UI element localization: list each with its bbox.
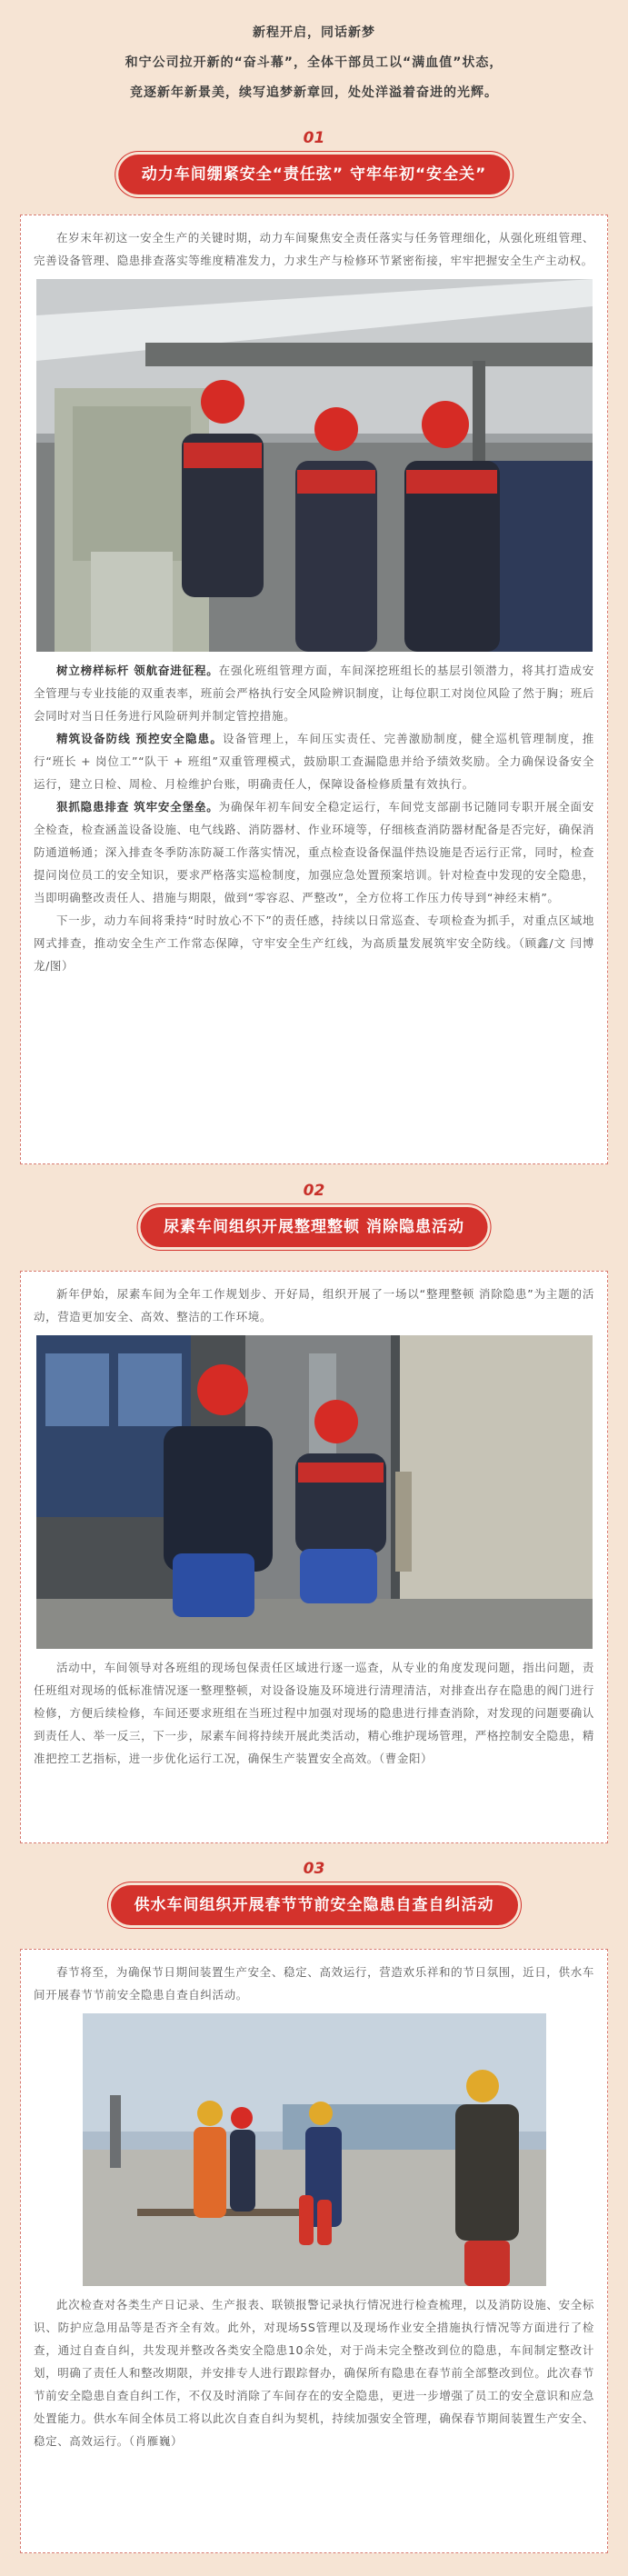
paragraph-body: 在强化班组管理方面，车间深挖班组长的基层引领潜力，将其打造成安全管理与专业技能的双重表率，班前会严格执行安全风险辨识制度，让每位职工对岗位风险了然于胸；班后会同时对当日任务进行风险研判并制定管控措施。 bbox=[34, 664, 594, 723]
paragraph bbox=[34, 795, 594, 909]
paragraph-body: 设备管理上，车间压实责任、完善激励制度，健全巡机管理制度，推行“班长 + 岗位工”“队干 + 班组”双重管理模式，鼓励职工查漏隐患并给予绩效奖励。全力确保设备安全运行，建立日检、周检、月检维护台账，明确责任人，保障设备检修质量有效执行。 bbox=[34, 732, 594, 791]
photo-water-workshop bbox=[83, 2013, 546, 2286]
section-number-01: 01 bbox=[303, 129, 325, 147]
paragraph bbox=[34, 727, 594, 795]
intro-line-3: 竞逐新年新景美，续写追梦新章回，处处洋溢着奋进的光辉。 bbox=[130, 85, 498, 100]
paragraph-heading: 精筑设备防线 预控安全隐患。 bbox=[56, 732, 223, 745]
paragraph: 新年伊始，尿素车间为全年工作规划步、开好局，组织开展了一场以“整理整顿 消除隐患”为主题的活动，营造更加安全、高效、整洁的工作环境。 bbox=[34, 1287, 594, 1323]
section-box-02 bbox=[20, 1271, 608, 1843]
section-box-03 bbox=[20, 1949, 608, 2553]
paragraph: 在岁末年初这一安全生产的关键时期，动力车间聚焦安全责任落实与任务管理细化，从强化班组管理、完善设备管理、隐患排查落实等维度精准发力，力求生产与检修环节紧密衔接，牢牢把握安全生产主动权。 bbox=[34, 231, 594, 267]
intro-line-2: 和宁公司拉开新的“奋斗幕”，全体干部员工以“满血值”状态， bbox=[125, 55, 503, 70]
section-number-03: 03 bbox=[303, 1860, 325, 1878]
section-box-01 bbox=[20, 215, 608, 1164]
photo-power-workshop bbox=[36, 279, 593, 652]
photo-urea-workshop bbox=[36, 1335, 593, 1649]
section-title-03: 供水车间组织开展春节节前安全隐患自查自纠活动 bbox=[111, 1885, 518, 1925]
intro-line-1: 新程开启，同话新梦 bbox=[253, 25, 375, 40]
paragraph bbox=[34, 659, 594, 727]
paragraph-heading: 树立榜样标杆 领航奋进征程。 bbox=[56, 664, 219, 677]
paragraph: 此次检查对各类生产日记录、生产报表、联锁报警记录执行情况进行检查梳理，以及消防设施、安全标识、防护应急用品等是否齐全有效。此外，对现场5S管理以及现场作业安全措施执行情况等方面进行了检查，通过自查自纠，共发现并整改各类安全隐患10余处，对于尚未完全整改到位的隐患，车间制定整改计划，明确了责任人和整改期限，并安排专人进行跟踪督办，确保所有隐患在春节前全部整改到位。此次春节节前安全隐患自查自纠工作，不仅及时消除了车间存在的安全隐患，更进一步增强了员工的安全意识和应急处置能力。供水车间全体员工将以此次自查自纠为契机，持续加强安全管理，确保春节期间装置生产安全、稳定、高效运行。（肖雁巍） bbox=[34, 2298, 594, 2448]
section-title-01: 动力车间绷紧安全“责任弦” 守牢年初“安全关” bbox=[118, 155, 511, 195]
paragraph-body: 为确保年初车间安全稳定运行，车间党支部副书记随同专职开展全面安全检查，检查涵盖设备设施、电气线路、消防器材、作业环境等，仔细核查消防器材配备是否完好，确保消防通道畅通；深入排查冬季防冻防凝工作落实情况，重点检查设备保温伴热设施是否运行正常，同时，检查提问岗位员工的安全知识，要求严格落实巡检制度，加强应急处置预案培训。针对检查中发现的安全隐患，当即明确整改责任人、措施与期限，做到“零容忍、严整改”，全方位将工作压力传导到“神经末梢”。 bbox=[34, 800, 594, 904]
paragraph: 下一步，动力车间将秉持“时时放心不下”的责任感，持续以日常巡查、专项检查为抓手，对重点区域地网式排查，推动安全生产工作常态保障，守牢安全生产红线，为高质量发展筑牢安全防线。（顾鑫/文 闫博龙/图） bbox=[34, 914, 594, 973]
paragraph-heading: 狠抓隐患排查 筑牢安全堡垒。 bbox=[56, 800, 219, 814]
intro-block bbox=[0, 18, 628, 108]
paragraph: 春节将至，为确保节日期间装置生产安全、稳定、高效运行，营造欢乐祥和的节日氛围，近日，供水车间开展春节节前安全隐患自查自纠活动。 bbox=[34, 1965, 594, 2002]
section-number-02: 02 bbox=[303, 1182, 325, 1200]
section-title-02: 尿素车间组织开展整理整顿 消除隐患活动 bbox=[140, 1207, 488, 1247]
paragraph: 活动中，车间领导对各班组的现场包保责任区域进行逐一巡查，从专业的角度发现问题，指出问题，责任班组对现场的低标准情况逐一整理整顿，对设备设施及环境进行清理清洁，对排查出存在隐患的阀门进行检修，方便后续检修，车间还要求班组在当班过程中加强对现场的隐患进行排查消除，对发现的问题要确认到责任人、举一反三，下一步，尿素车间将持续开展此类活动，精心维护现场管理，严格控制安全隐患，精准把控工艺指标，进一步优化运行工况，确保生产装置安全高效。（曹金阳） bbox=[34, 1661, 594, 1765]
